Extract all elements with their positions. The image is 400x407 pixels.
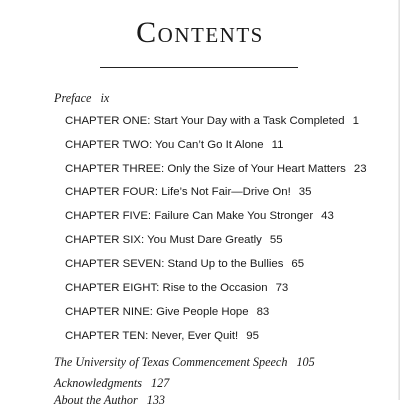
title-divider: [100, 67, 298, 68]
toc-entry-chapter-seven[interactable]: [65, 259, 304, 270]
toc-entry-page: ix: [100, 91, 110, 105]
toc-entry-page: 95: [246, 330, 259, 342]
toc-entry-chapter-four[interactable]: [65, 187, 311, 198]
toc-entry-chapter-two[interactable]: [65, 140, 283, 151]
toc-entry-title: CHAPTER FIVE: Failure Can Make You Stronger: [65, 210, 314, 222]
toc-entry-page: 133: [146, 393, 166, 407]
toc-entry-title: CHAPTER NINE: Give People Hope: [65, 306, 249, 318]
toc-entry-page: 23: [353, 163, 367, 175]
toc-entry-page: 1: [352, 115, 359, 127]
toc-entry-page: 11: [271, 139, 284, 151]
toc-entry-chapter-nine[interactable]: [65, 307, 269, 318]
toc-entry-title: The University of Texas Commencement Speech: [54, 355, 288, 369]
toc-entry-preface[interactable]: [54, 92, 109, 104]
page-title: Contents: [136, 16, 264, 49]
toc-entry-acknowledgments[interactable]: [54, 377, 169, 389]
toc-entry-page: 55: [269, 234, 283, 246]
toc-entry-page: 65: [291, 258, 305, 270]
toc-entry-title: CHAPTER SEVEN: Stand Up to the Bullies: [65, 258, 284, 270]
toc-entry-about-the-author[interactable]: [54, 394, 165, 406]
toc-entry-chapter-five[interactable]: [65, 211, 334, 222]
toc-entry-title: CHAPTER EIGHT: Rise to the Occasion: [65, 282, 268, 294]
toc-entry-commencement-speech[interactable]: [54, 356, 315, 368]
toc-entry-title: CHAPTER ONE: Start Your Day with a Task Completed: [65, 115, 345, 127]
toc-entry-chapter-one[interactable]: [65, 116, 359, 127]
toc-entry-page: 43: [321, 210, 334, 222]
toc-entry-chapter-eight[interactable]: [65, 283, 288, 294]
toc-entry-chapter-three[interactable]: [65, 164, 367, 175]
toc-entry-chapter-ten[interactable]: [65, 331, 259, 342]
toc-entry-title: Preface: [54, 91, 92, 105]
toc-entry-page: 83: [256, 306, 270, 318]
toc-entry-title: CHAPTER SIX: You Must Dare Greatly: [65, 234, 262, 246]
toc-entry-title: CHAPTER THREE: Only the Size of Your Heart Matters: [65, 163, 346, 175]
toc-entry-page: 35: [298, 186, 312, 198]
toc-entry-chapter-six[interactable]: [65, 235, 283, 246]
toc-entry-page: 73: [275, 282, 289, 294]
toc-entry-page: 127: [151, 376, 170, 390]
toc-entry-title: About the Author: [54, 393, 138, 407]
toc-entry-title: Acknowledgments: [54, 376, 142, 390]
toc-entry-title: CHAPTER FOUR: Life’s Not Fair—Drive On!: [65, 186, 291, 198]
toc-entry-title: CHAPTER TEN: Never, Ever Quit!: [65, 330, 239, 342]
toc-entry-page: 105: [296, 355, 315, 369]
toc-entry-title: CHAPTER TWO: You Can’t Go It Alone: [65, 139, 264, 151]
